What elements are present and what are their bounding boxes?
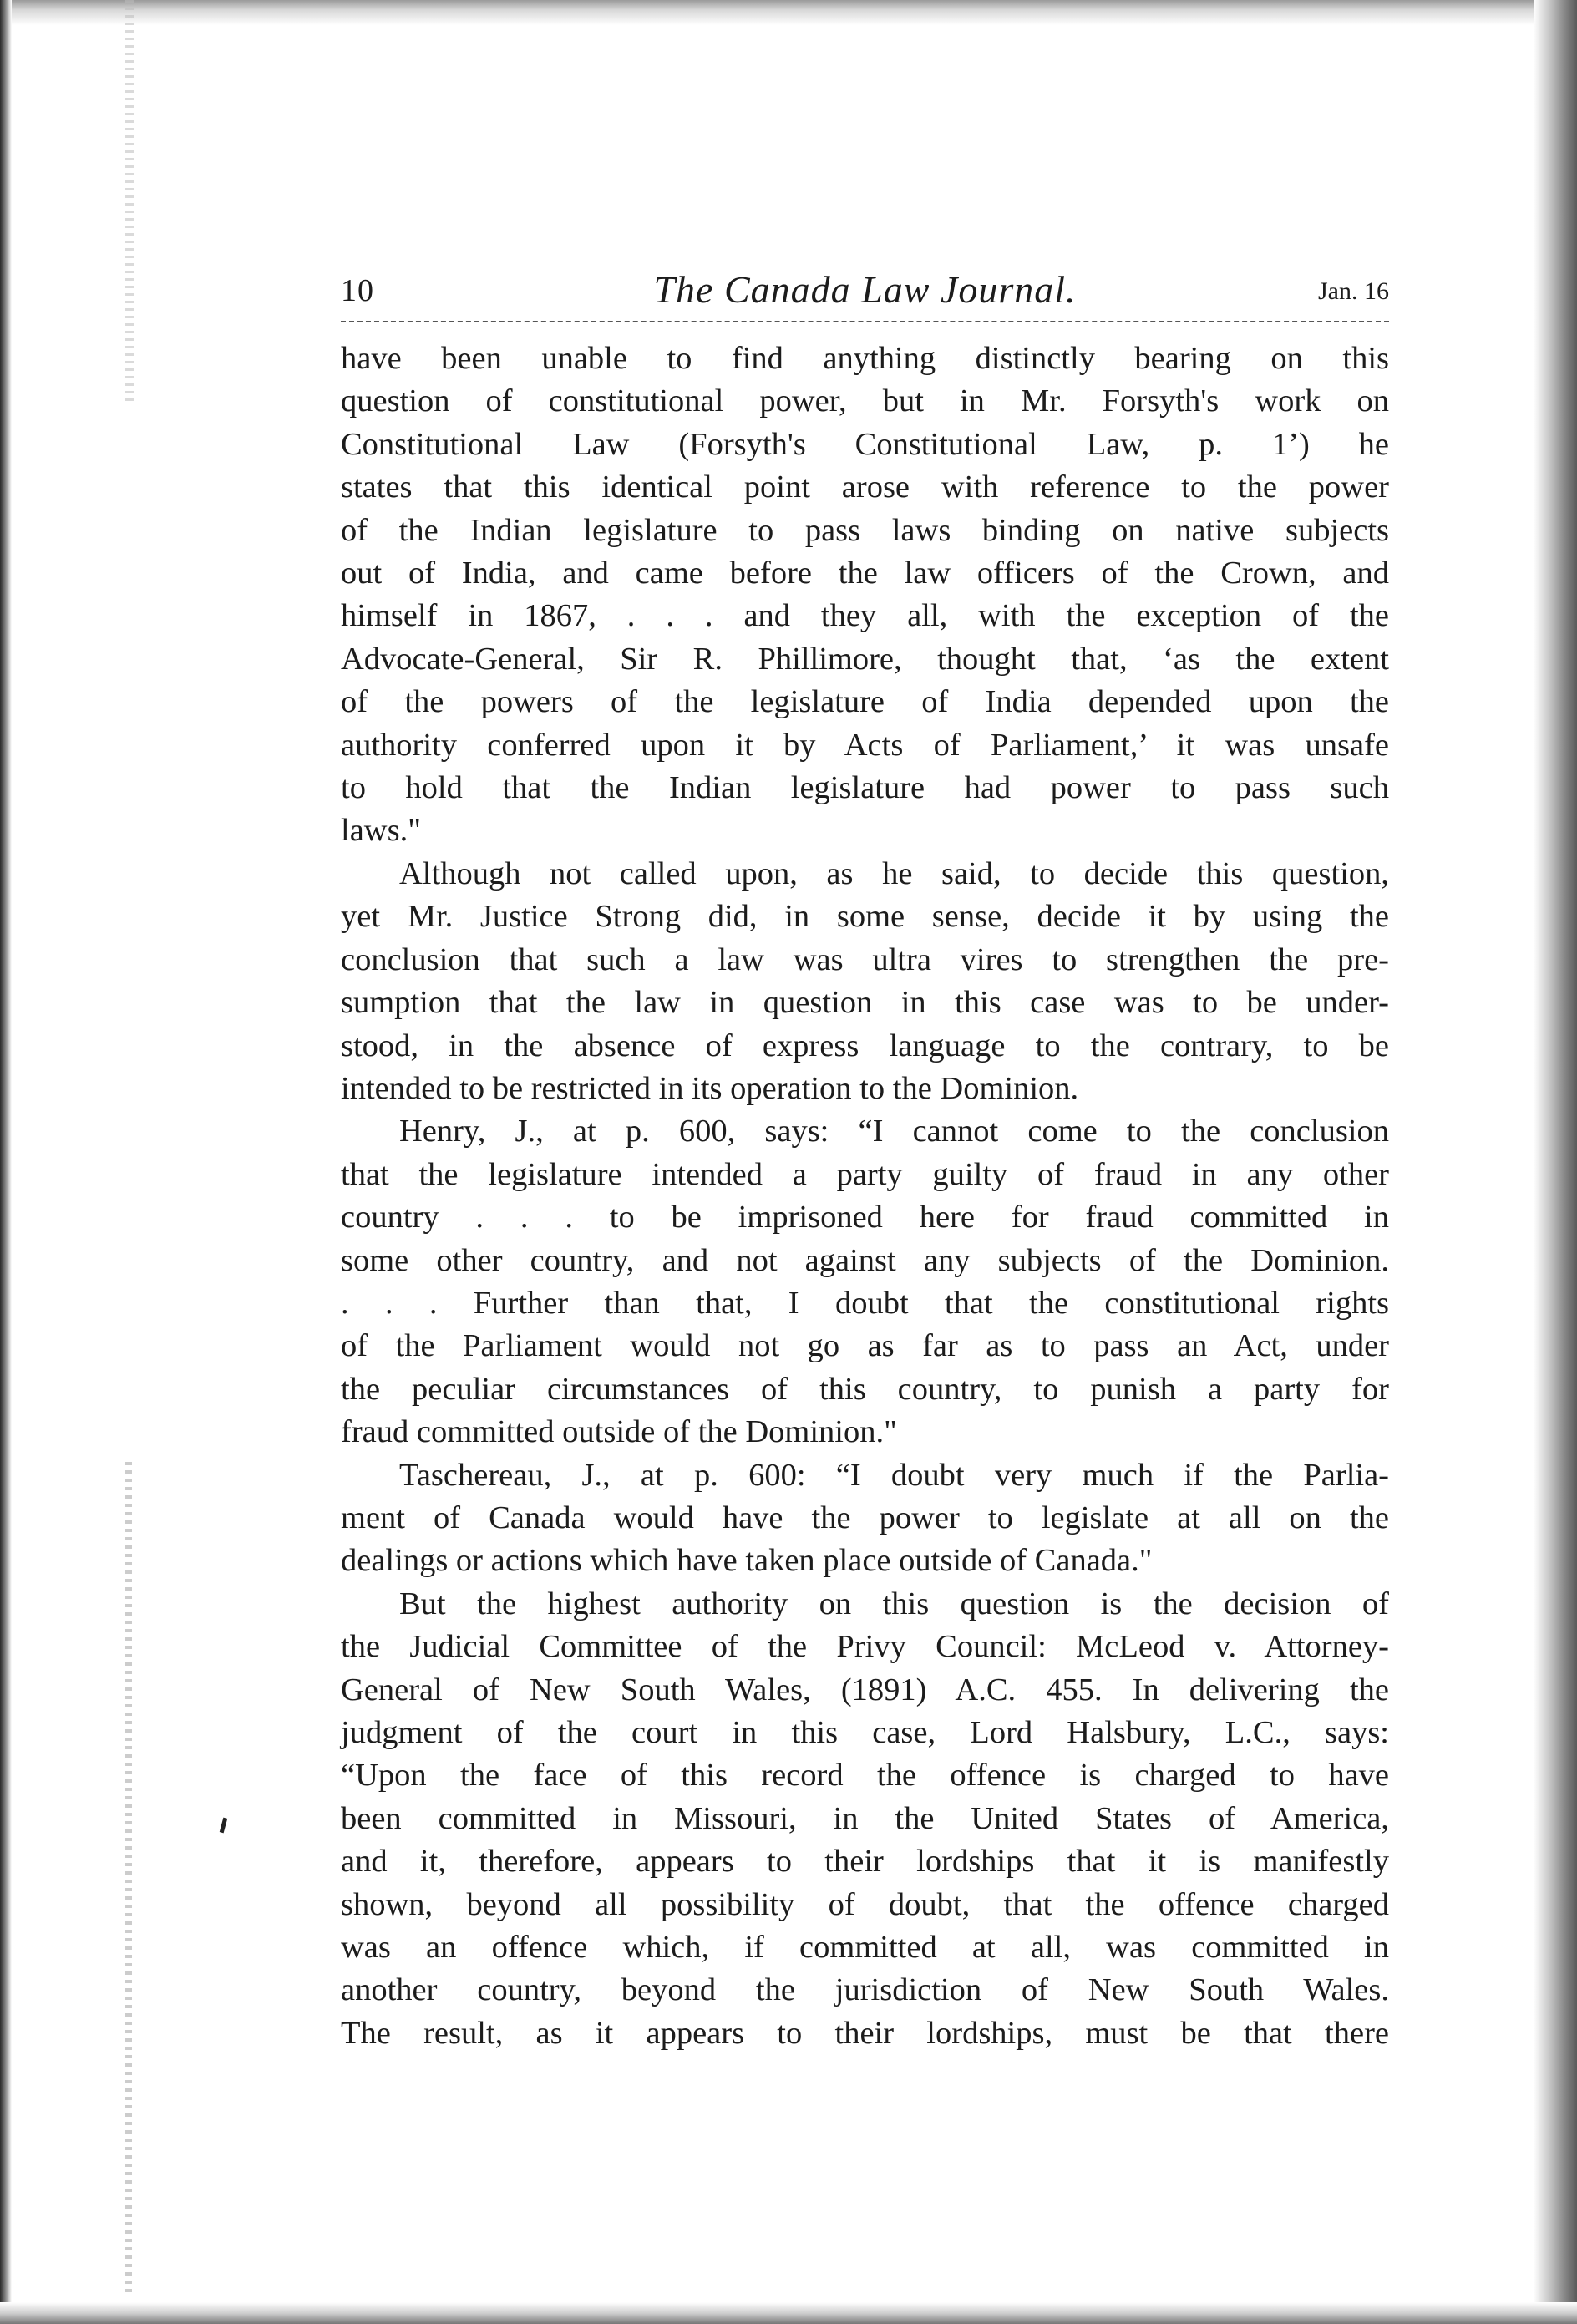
text-line: But the highest authority on this question is the decision of [399,1586,1389,1621]
text-line: shown, beyond all possibility of doubt, that the offence charged [341,1886,1389,1922]
text-line: dealings or actions which have taken place outside of Canada." [341,1543,1153,1579]
scan-edge-left [0,0,12,2324]
text-line: intended to be restricted in its operation to the Dominion. [341,1070,1079,1106]
text-line: Taschereau, J., at p. 600: “I doubt very much if the Parlia- [399,1457,1389,1493]
text-line: Constitutional Law (Forsyth's Constitutional Law, p. 1’) he [341,426,1389,462]
text-line: country . . . to be imprisoned here for fraud committed in [341,1200,1389,1236]
text-line: authority conferred upon it by Acts of Parliament,’ it was unsafe [341,727,1389,763]
text-line: judgment of the court in this case, Lord Halsbury, L.C., says: [341,1715,1389,1750]
scan-edge-bottom [0,2302,1577,2324]
text-line: some other country, and not against any subjects of the Dominion. [341,1242,1389,1278]
text-line: and it, therefore, appears to their lordships that it is manifestly [341,1844,1389,1880]
text-line: yet Mr. Justice Strong did, in some sense, decide it by using the [341,899,1389,935]
header-rule [341,321,1389,322]
text-line: fraud committed outside of the Dominion." [341,1414,897,1450]
text-line: the peculiar circumstances of this country, to punish a party for [341,1371,1389,1407]
scan-edge-top [0,0,1577,25]
text-line: ment of Canada would have the power to legislate at all on the [341,1499,1389,1535]
text-line: General of New South Wales, (1891) A.C. 455. In delivering the [341,1672,1389,1707]
text-line: of the Parliament would not go as far as to pass an Act, under [341,1328,1389,1364]
text-line: stood, in the absence of express language to the contrary, to be [341,1028,1389,1063]
text-line: states that this identical point arose with reference to the power [341,469,1389,505]
text-line: another country, beyond the jurisdiction of New South Wales. [341,1972,1389,2008]
text-line: Henry, J., at p. 600, says: “I cannot come to the conclusion [399,1114,1389,1149]
text-line: to hold that the Indian legislature had power to pass such [341,770,1389,806]
stray-ink-mark [220,1818,227,1834]
text-line: laws." [341,813,421,849]
text-line: “Upon the face of this record the offence is charged to have [341,1758,1389,1794]
article-body [341,337,1389,2055]
scan-speckle-top [125,0,134,401]
scan-edge-right [1534,0,1577,2324]
text-line: question of constitutional power, but in Mr. Forsyth's work on [341,383,1389,419]
text-line: Although not called upon, as he said, to decide this question, [399,855,1389,891]
running-header [341,269,1389,319]
text-line: . . . Further than that, I doubt that the constitutional rights [341,1285,1389,1321]
issue-date: Jan. 16 [1318,277,1389,305]
text-line: of the powers of the legislature of India depended upon the [341,684,1389,720]
text-line: been committed in Missouri, in the United States of America, [341,1800,1389,1836]
text-line: was an offence which, if committed at all, was committed in [341,1930,1389,1966]
text-line: conclusion that such a law was ultra vires to strengthen the pre- [341,941,1389,977]
page-number: 10 [341,273,374,308]
text-line: the Judicial Committee of the Privy Council: McLeod v. Attorney- [341,1629,1389,1665]
text-line: sumption that the law in question in this case was to be under- [341,985,1389,1021]
journal-title: The Canada Law Journal. [653,268,1077,311]
text-line: have been unable to find anything distinctly bearing on this [341,341,1389,376]
text-line: out of India, and came before the law officers of the Crown, and [341,556,1389,591]
text-line: himself in 1867, . . . and they all, with the exception of the [341,598,1389,634]
scan-speckle-bottom [125,1462,132,2297]
text-line: Advocate-General, Sir R. Phillimore, thought that, ‘as the extent [341,641,1389,677]
text-line: The result, as it appears to their lordships, must be that there [341,2015,1389,2051]
text-line: of the Indian legislature to pass laws binding on native subjects [341,512,1389,548]
text-line: that the legislature intended a party guilty of fraud in any other [341,1156,1389,1192]
